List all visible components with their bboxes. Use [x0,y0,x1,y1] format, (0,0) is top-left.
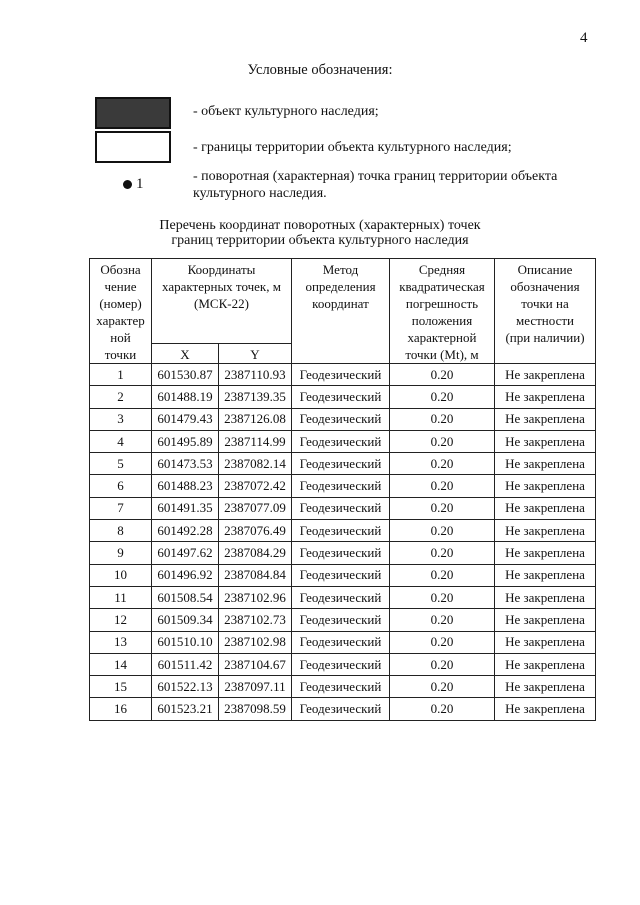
table-row [90,520,596,542]
cell-method: Геодезический [292,386,390,408]
cell-description: Не закреплена [495,453,596,475]
table-row [90,364,596,386]
cell-error: 0.20 [390,631,495,653]
cell-description: Не закреплена [495,542,596,564]
table-caption [0,218,640,248]
turning-point-label: 1 [136,176,144,192]
cell-error: 0.20 [390,520,495,542]
cell-point-number: 3 [90,408,152,430]
point-dot-icon [123,180,132,189]
cell-description: Не закреплена [495,364,596,386]
turning-point-symbol [123,176,144,193]
cell-error: 0.20 [390,497,495,519]
cell-error: 0.20 [390,475,495,497]
header-x: X [152,344,219,364]
cell-y: 2387097.11 [219,676,292,698]
cell-y: 2387126.08 [219,408,292,430]
cell-x: 601510.10 [152,631,219,653]
cell-point-number: 5 [90,453,152,475]
header-line: Описание [517,262,573,277]
cell-method: Геодезический [292,542,390,564]
header-line: Обозна [100,262,141,277]
table-row [90,497,596,519]
table-row [90,586,596,608]
cell-x: 601496.92 [152,564,219,586]
cell-point-number: 8 [90,520,152,542]
legend-item-territory-boundary: - границы территории объекта культурного наследия; [193,140,512,155]
cell-error: 0.20 [390,430,495,452]
cell-point-number: 9 [90,542,152,564]
legend-item-heritage-object: - объект культурного наследия; [193,104,379,119]
cell-error: 0.20 [390,676,495,698]
cell-point-number: 1 [90,364,152,386]
cell-description: Не закреплена [495,386,596,408]
table-row [90,475,596,497]
cell-y: 2387077.09 [219,497,292,519]
cell-description: Не закреплена [495,676,596,698]
cell-y: 2387072.42 [219,475,292,497]
cell-error: 0.20 [390,698,495,720]
cell-description: Не закреплена [495,520,596,542]
cell-error: 0.20 [390,564,495,586]
cell-x: 601511.42 [152,653,219,675]
cell-y: 2387114.99 [219,430,292,452]
cell-error: 0.20 [390,653,495,675]
cell-x: 601491.35 [152,497,219,519]
cell-error: 0.20 [390,386,495,408]
cell-y: 2387082.14 [219,453,292,475]
cell-y: 2387102.98 [219,631,292,653]
cell-method: Геодезический [292,586,390,608]
cell-description: Не закреплена [495,408,596,430]
territory-boundary-symbol [95,131,171,163]
cell-y: 2387084.29 [219,542,292,564]
table-row [90,631,596,653]
header-line: местности [516,313,574,328]
cell-method: Геодезический [292,653,390,675]
header-line: обозначения [510,279,580,294]
cell-point-number: 14 [90,653,152,675]
table-row [90,542,596,564]
header-line: точки [104,347,137,362]
table-row [90,386,596,408]
cell-point-number: 12 [90,609,152,631]
cell-method: Геодезический [292,564,390,586]
cell-method: Геодезический [292,475,390,497]
cell-x: 601523.21 [152,698,219,720]
header-description [495,259,596,364]
cell-y: 2387139.35 [219,386,292,408]
cell-y: 2387104.67 [219,653,292,675]
cell-point-number: 15 [90,676,152,698]
header-line: Метод [322,262,359,277]
header-line: характерной [407,330,477,345]
header-y: Y [219,344,292,364]
header-line: Средняя [418,262,466,277]
cell-method: Геодезический [292,520,390,542]
cell-y: 2387102.73 [219,609,292,631]
cell-x: 601495.89 [152,430,219,452]
header-method [292,259,390,364]
cell-error: 0.20 [390,453,495,475]
table-row [90,609,596,631]
cell-description: Не закреплена [495,430,596,452]
header-mean-error [390,259,495,364]
cell-point-number: 2 [90,386,152,408]
cell-x: 601479.43 [152,408,219,430]
legend-item-turning-point: - поворотная (характерная) точка границ территории объекта культурного наследия. [193,169,558,201]
cell-method: Геодезический [292,609,390,631]
header-line: точки (Mt), м [405,347,479,362]
table-row [90,453,596,475]
cell-x: 601497.62 [152,542,219,564]
cell-description: Не закреплена [495,475,596,497]
cell-description: Не закреплена [495,698,596,720]
cell-y: 2387076.49 [219,520,292,542]
legend-title: Условные обозначения: [247,62,393,78]
cell-point-number: 11 [90,586,152,608]
cell-y: 2387084.84 [219,564,292,586]
cell-y: 2387102.96 [219,586,292,608]
header-line: характерных точек, м [162,279,281,294]
cell-method: Геодезический [292,676,390,698]
cell-point-number: 16 [90,698,152,720]
header-point-number [90,259,152,364]
table-caption-line-2: границ территории объекта культурного наследия [171,233,469,248]
header-line: определения [305,279,376,294]
cell-point-number: 6 [90,475,152,497]
cell-point-number: 7 [90,497,152,519]
table-row [90,408,596,430]
cell-method: Геодезический [292,408,390,430]
table-row [90,698,596,720]
header-line: Координаты [187,262,256,277]
table-row [90,676,596,698]
cell-error: 0.20 [390,609,495,631]
cell-x: 601488.19 [152,386,219,408]
cell-error: 0.20 [390,408,495,430]
table-row [90,430,596,452]
cell-method: Геодезический [292,453,390,475]
header-line: квадратическая [399,279,485,294]
cell-description: Не закреплена [495,586,596,608]
cell-method: Геодезический [292,631,390,653]
cell-x: 601509.34 [152,609,219,631]
cell-method: Геодезический [292,497,390,519]
header-line: чение [104,279,137,294]
cell-description: Не закреплена [495,564,596,586]
cell-description: Не закреплена [495,631,596,653]
cell-x: 601492.28 [152,520,219,542]
header-line: погрешность [405,296,479,311]
cell-point-number: 10 [90,564,152,586]
cell-y: 2387098.59 [219,698,292,720]
cell-description: Не закреплена [495,609,596,631]
header-line: (при наличии) [505,330,585,345]
heritage-object-symbol [95,97,171,129]
table-row [90,653,596,675]
header-line: координат [312,296,369,311]
cell-error: 0.20 [390,542,495,564]
header-line: положения [411,313,473,328]
header-line: характер [96,313,145,328]
cell-x: 601473.53 [152,453,219,475]
cell-point-number: 13 [90,631,152,653]
header-line: ной [110,330,131,345]
cell-method: Геодезический [292,364,390,386]
cell-x: 601530.87 [152,364,219,386]
header-line: (номер) [99,296,142,311]
cell-description: Не закреплена [495,497,596,519]
cell-x: 601508.54 [152,586,219,608]
cell-point-number: 4 [90,430,152,452]
cell-description: Не закреплена [495,653,596,675]
cell-method: Геодезический [292,698,390,720]
table-row [90,564,596,586]
cell-x: 601488.23 [152,475,219,497]
table-caption-line-1: Перечень координат поворотных (характерных) точек [159,218,481,233]
coordinates-table [89,258,596,721]
cell-y: 2387110.93 [219,364,292,386]
cell-x: 601522.13 [152,676,219,698]
page-number: 4 [580,30,588,46]
cell-error: 0.20 [390,364,495,386]
header-line: точки на [521,296,569,311]
header-coordinates [152,259,292,344]
cell-method: Геодезический [292,430,390,452]
header-line: (МСК-22) [194,296,249,311]
cell-error: 0.20 [390,586,495,608]
